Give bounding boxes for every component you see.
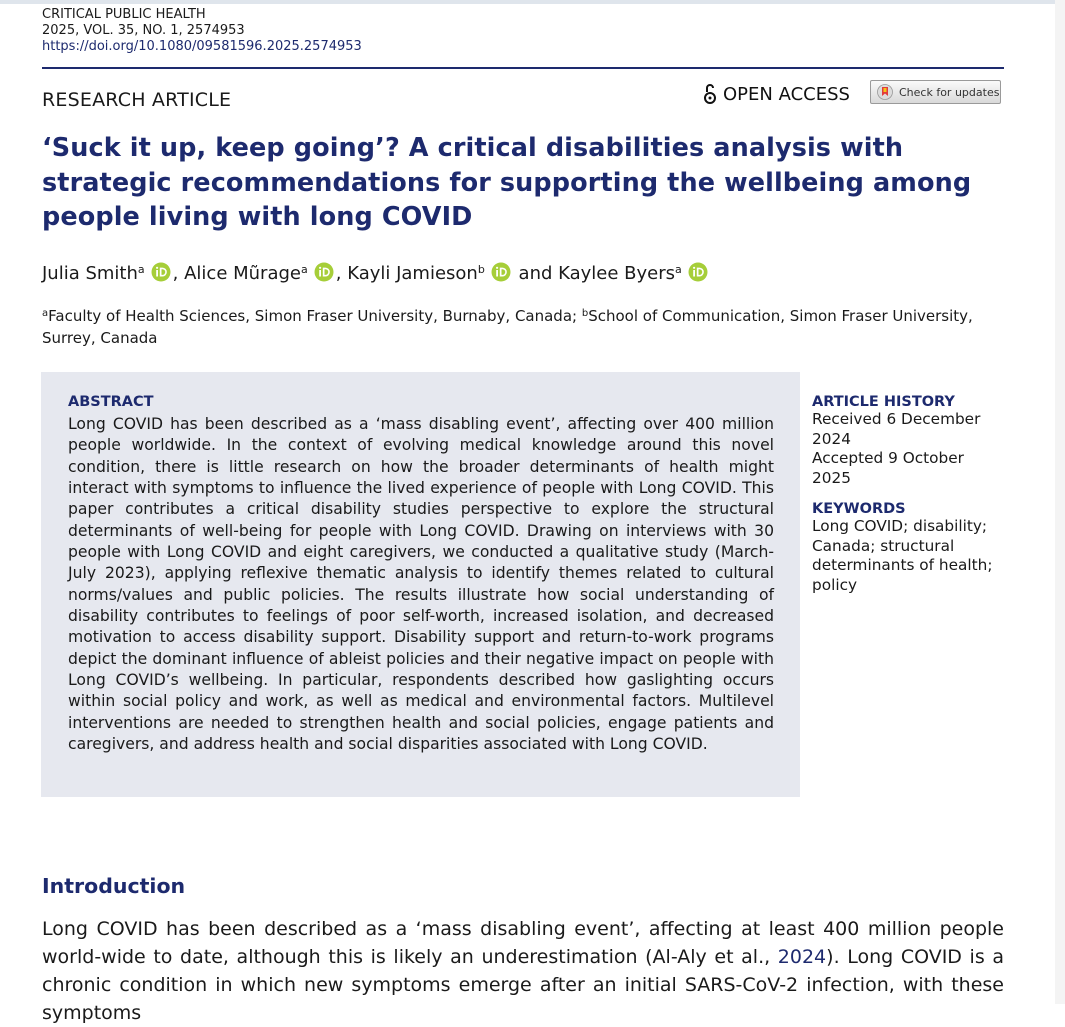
author-separator: , <box>172 263 185 284</box>
received-date: Received 6 December 2024 <box>812 410 981 448</box>
article-title: ‘Suck it up, keep going’? A critical disabilities analysis with strategic recommendations for supporting the wellbeing among people living with long COVID <box>42 133 972 232</box>
author-affiliation-mark: a <box>137 263 145 276</box>
author-name: Kaylee Byers <box>558 263 676 284</box>
accepted-date: Accepted 9 October 2025 <box>812 449 964 487</box>
journal-name: CRITICAL PUBLIC HEALTH <box>42 7 206 22</box>
open-access-label: OPEN ACCESS <box>703 83 850 105</box>
crossmark-icon <box>877 84 893 100</box>
orcid-icon[interactable] <box>314 262 334 282</box>
author-affiliation-mark: a <box>301 263 308 276</box>
affiliation-b: School of Communication, Simon Fraser University, Surrey, Canada <box>42 307 973 347</box>
author-affiliation-mark: a <box>675 263 682 276</box>
author-name: Alice Mũrage <box>184 263 301 284</box>
affiliation-a-label: a <box>42 308 49 319</box>
check-for-updates-button[interactable]: Check for updates <box>870 80 1001 104</box>
affiliations <box>42 303 1004 349</box>
orcid-icon[interactable] <box>688 262 708 282</box>
article-type: RESEARCH ARTICLE <box>42 89 232 111</box>
abstract-heading: ABSTRACT <box>68 394 154 410</box>
introduction-text: Long COVID has been described as a ‘mass disabling event’, affecting at least 400 million people world-wide to date, although this is likely an underestimation (Al-Aly et al., 2024). Long COVID is a chronic condition in which new symptoms emerge after an initial SARS-CoV-2 infection, with these symptoms <box>42 918 1004 1024</box>
citation-link[interactable]: 2024 <box>777 946 827 968</box>
keywords-heading: KEYWORDS <box>812 501 906 517</box>
header-rule <box>42 67 1004 69</box>
introduction-heading: Introduction <box>42 874 186 898</box>
author-name: Kayli Jamieson <box>347 263 478 284</box>
journal-volume: 2025, VOL. 35, NO. 1, 2574953 <box>42 23 245 38</box>
scrollbar[interactable] <box>1055 0 1065 1004</box>
keywords-text: Long COVID; disability; Canada; structural determinants of health; policy <box>812 517 993 594</box>
author-name: Julia Smith <box>42 263 138 284</box>
open-lock-icon <box>703 83 717 105</box>
viewer-top-bar <box>0 0 1065 4</box>
orcid-icon[interactable] <box>151 262 171 282</box>
author-affiliation-mark: b <box>477 263 485 276</box>
affiliation-b-label: b <box>581 308 589 319</box>
abstract-text: Long COVID has been described as a ‘mass disabling event’, affecting over 400 million people worldwide. In the context of evolving medical knowledge around this novel condition, there is little research on how the broader determinants of health might interact with symptoms to influence the lived experience of people with Long COVID. This paper contributes a critical disability studies perspective to explore the structural determinants of well-being for people with Long COVID. Drawing on interviews with 30 people with Long COVID and eight caregivers, we conducted a qualitative study (March-July 2023), applying reflexive thematic analysis to identify themes related to cultural norms/values and public policies. The results illustrate how social understanding of disability contributes to feelings of poor self-worth, increased isolation, and decreased motivation to access disability support. Disability support and return-to-work programs depict the dominant influence of ableist policies and their negative impact on people with Long COVID’s wellbeing. In particular, respondents described how gaslighting occurs within social policy and work, as well as medical and environmental factors. Multilevel interventions are needed to strengthen health and social policies, engage patients and caregivers, and address health and social disparities associated with Long COVID. <box>68 415 774 754</box>
author-separator: and <box>512 263 559 284</box>
doi-link[interactable]: https://doi.org/10.1080/09581596.2025.2574953 <box>42 39 362 54</box>
affiliation-a: Faculty of Health Sciences, Simon Fraser University, Burnaby, Canada; <box>48 307 582 325</box>
orcid-icon[interactable] <box>491 262 511 282</box>
author-separator: , <box>335 263 348 284</box>
article-sidebar <box>812 394 1007 595</box>
author-list <box>42 262 710 284</box>
article-history-heading: ARTICLE HISTORY <box>812 394 955 410</box>
journal-header <box>42 7 362 55</box>
